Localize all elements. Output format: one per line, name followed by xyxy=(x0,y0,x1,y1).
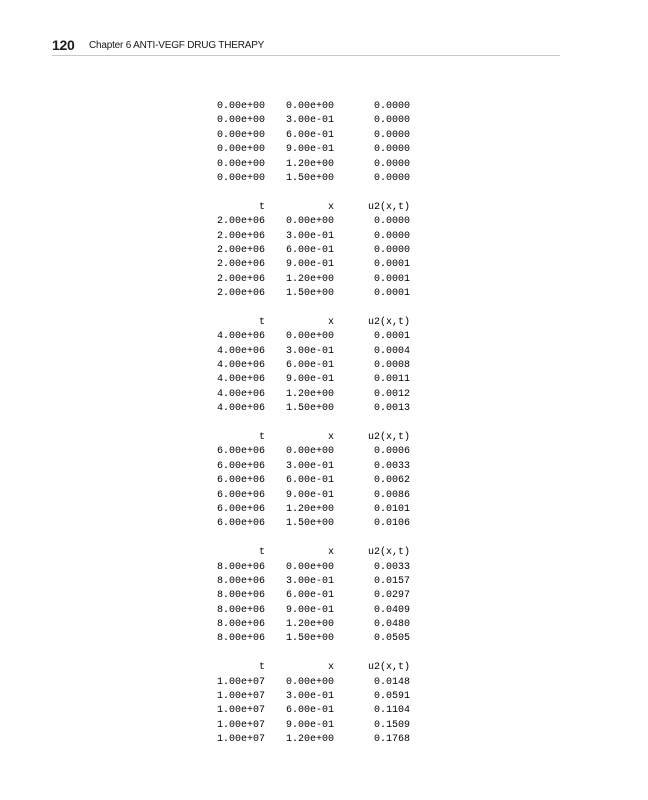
table-row xyxy=(204,172,424,186)
table-cell: 1.20e+00 xyxy=(285,273,334,285)
table-row xyxy=(204,244,424,258)
table-row xyxy=(204,230,424,244)
column-header: x xyxy=(327,316,334,328)
table-row xyxy=(204,589,424,603)
table-cell: 1.20e+00 xyxy=(285,619,334,631)
table-cell: 1.00e+07 xyxy=(216,734,265,746)
table-cell: 9.00e-01 xyxy=(285,259,334,271)
table-row xyxy=(204,273,424,287)
table-cell: 0.0012 xyxy=(373,388,410,400)
table-block xyxy=(204,201,424,302)
table-row xyxy=(204,460,424,474)
column-header: t xyxy=(258,547,265,559)
table-cell: 1.50e+00 xyxy=(285,288,334,300)
table-block xyxy=(204,316,424,417)
column-header: u2(x,t) xyxy=(367,431,410,443)
table-cell: 4.00e+06 xyxy=(216,403,265,415)
table-cell: 6.00e-01 xyxy=(285,475,334,487)
table-cell: 0.00e+00 xyxy=(285,446,334,458)
table-row xyxy=(204,733,424,747)
table-cell: 0.00e+00 xyxy=(285,676,334,688)
table-row xyxy=(204,373,424,387)
table-cell: 9.00e-01 xyxy=(285,719,334,731)
table-row xyxy=(204,287,424,301)
table-cell: 8.00e+06 xyxy=(216,575,265,587)
column-header: t xyxy=(258,662,265,674)
table-cell: 1.50e+00 xyxy=(285,172,334,184)
table-cell: 0.0086 xyxy=(373,489,410,501)
table-cell: 0.00e+00 xyxy=(216,101,265,112)
table-cell: 1.20e+00 xyxy=(285,503,334,515)
table-cell: 6.00e-01 xyxy=(285,244,334,256)
table-cell: 0.0101 xyxy=(373,503,410,515)
table-cell: 0.0013 xyxy=(373,403,410,415)
table-cell: 0.00e+00 xyxy=(216,144,265,156)
table-cell: 8.00e+06 xyxy=(216,590,265,602)
column-header: x xyxy=(327,547,334,559)
table-cell: 3.00e-01 xyxy=(285,115,334,127)
table-row xyxy=(204,561,424,575)
table-cell: 6.00e-01 xyxy=(285,590,334,602)
table-cell: 6.00e-01 xyxy=(285,705,334,717)
table-row xyxy=(204,345,424,359)
table-cell: 0.0000 xyxy=(373,172,410,184)
table-cell: 8.00e+06 xyxy=(216,604,265,616)
table-cell: 0.1104 xyxy=(373,705,410,717)
table-row xyxy=(204,330,424,344)
table-cell: 0.00e+00 xyxy=(285,561,334,573)
table-row xyxy=(204,690,424,704)
table-row xyxy=(204,704,424,718)
table-cell: 8.00e+06 xyxy=(216,619,265,631)
table-block xyxy=(204,661,424,747)
table-cell: 2.00e+06 xyxy=(216,288,265,300)
chapter-title: Chapter 6 ANTI-VEGF DRUG THERAPY xyxy=(89,40,265,51)
table-cell: 0.0000 xyxy=(373,129,410,141)
table-cell: 2.00e+06 xyxy=(216,259,265,271)
table-cell: 1.20e+00 xyxy=(285,734,334,746)
table-cell: 0.0033 xyxy=(373,561,410,573)
table-cell: 0.0062 xyxy=(373,475,410,487)
table-row xyxy=(204,143,424,157)
running-header xyxy=(52,37,560,56)
table-cell: 1.50e+00 xyxy=(285,633,334,645)
table-header-row xyxy=(204,661,424,675)
table-cell: 0.0297 xyxy=(373,590,410,602)
table-cell: 4.00e+06 xyxy=(216,374,265,386)
table-row xyxy=(204,676,424,690)
table-cell: 0.0000 xyxy=(373,101,410,112)
table-cell: 1.00e+07 xyxy=(216,705,265,717)
table-cell: 0.0000 xyxy=(373,244,410,256)
table-cell: 4.00e+06 xyxy=(216,360,265,372)
table-cell: 0.0000 xyxy=(373,216,410,228)
table-cell: 0.0006 xyxy=(373,446,410,458)
table-cell: 1.50e+00 xyxy=(285,518,334,530)
column-header: t xyxy=(258,431,265,443)
column-header: x xyxy=(327,662,334,674)
table-cell: 4.00e+06 xyxy=(216,388,265,400)
table-row xyxy=(204,114,424,128)
table-cell: 0.0106 xyxy=(373,518,410,530)
table-row xyxy=(204,503,424,517)
table-cell: 6.00e+06 xyxy=(216,518,265,530)
table-cell: 0.0000 xyxy=(373,144,410,156)
table-row xyxy=(204,445,424,459)
table-row xyxy=(204,402,424,416)
table-row xyxy=(204,618,424,632)
table-cell: 1.20e+00 xyxy=(285,388,334,400)
table-cell: 1.50e+00 xyxy=(285,403,334,415)
table-row xyxy=(204,719,424,733)
table-cell: 9.00e-01 xyxy=(285,144,334,156)
table-cell: 0.00e+00 xyxy=(216,172,265,184)
table-row xyxy=(204,474,424,488)
table-cell: 2.00e+06 xyxy=(216,273,265,285)
table-block xyxy=(204,431,424,532)
table-cell: 0.00e+00 xyxy=(216,158,265,170)
table-cell: 0.0157 xyxy=(373,575,410,587)
table-row xyxy=(204,359,424,373)
table-cell: 0.00e+00 xyxy=(285,101,334,112)
table-cell: 0.0505 xyxy=(373,633,410,645)
table-cell: 6.00e+06 xyxy=(216,446,265,458)
table-header-row xyxy=(204,431,424,445)
table-cell: 6.00e-01 xyxy=(285,360,334,372)
table-cell: 1.00e+07 xyxy=(216,719,265,731)
table-cell: 0.0480 xyxy=(373,619,410,631)
table-cell: 3.00e-01 xyxy=(285,691,334,703)
table-row xyxy=(204,258,424,272)
table-cell: 0.0004 xyxy=(373,345,410,357)
column-header: t xyxy=(258,201,265,213)
column-header: u2(x,t) xyxy=(367,316,410,328)
table-cell: 0.0001 xyxy=(373,273,410,285)
table-cell: 9.00e-01 xyxy=(285,604,334,616)
table-row xyxy=(204,100,424,114)
table-cell: 9.00e-01 xyxy=(285,374,334,386)
table-header-row xyxy=(204,546,424,560)
table-cell: 0.0148 xyxy=(373,676,410,688)
table-cell: 0.00e+00 xyxy=(216,115,265,127)
column-header: u2(x,t) xyxy=(367,201,410,213)
table-cell: 9.00e-01 xyxy=(285,489,334,501)
page-number: 120 xyxy=(52,37,75,53)
table-row xyxy=(204,129,424,143)
table-cell: 0.0001 xyxy=(373,259,410,271)
column-header: x xyxy=(327,431,334,443)
table-cell: 3.00e-01 xyxy=(285,230,334,242)
table-cell: 0.0409 xyxy=(373,604,410,616)
table-cell: 0.0033 xyxy=(373,460,410,472)
table-cell: 8.00e+06 xyxy=(216,561,265,573)
table-cell: 0.0001 xyxy=(373,288,410,300)
table-cell: 0.1509 xyxy=(373,719,410,731)
table-row xyxy=(204,604,424,618)
table-cell: 6.00e+06 xyxy=(216,503,265,515)
table-cell: 0.0008 xyxy=(373,360,410,372)
table-cell: 1.20e+00 xyxy=(285,158,334,170)
column-header: u2(x,t) xyxy=(367,547,410,559)
table-header-row xyxy=(204,201,424,215)
table-row xyxy=(204,632,424,646)
numerical-output-table xyxy=(204,100,424,762)
table-row xyxy=(204,489,424,503)
table-cell: 1.00e+07 xyxy=(216,691,265,703)
table-cell: 6.00e+06 xyxy=(216,475,265,487)
table-cell: 3.00e-01 xyxy=(285,345,334,357)
table-cell: 2.00e+06 xyxy=(216,216,265,228)
table-cell: 0.0001 xyxy=(373,331,410,343)
table-cell: 0.0000 xyxy=(373,230,410,242)
table-cell: 4.00e+06 xyxy=(216,345,265,357)
table-block xyxy=(204,546,424,647)
table-cell: 8.00e+06 xyxy=(216,633,265,645)
table-cell: 6.00e+06 xyxy=(216,489,265,501)
table-row xyxy=(204,388,424,402)
table-cell: 3.00e-01 xyxy=(285,460,334,472)
table-cell: 6.00e+06 xyxy=(216,460,265,472)
table-cell: 0.00e+00 xyxy=(216,129,265,141)
table-row xyxy=(204,575,424,589)
table-row xyxy=(204,158,424,172)
table-row xyxy=(204,517,424,531)
table-cell: 1.00e+07 xyxy=(216,676,265,688)
table-row xyxy=(204,215,424,229)
table-cell: 0.0000 xyxy=(373,115,410,127)
table-cell: 6.00e-01 xyxy=(285,129,334,141)
table-cell: 0.0011 xyxy=(373,374,410,386)
column-header: u2(x,t) xyxy=(367,662,410,674)
column-header: t xyxy=(258,316,265,328)
table-cell: 0.0591 xyxy=(373,691,410,703)
table-cell: 2.00e+06 xyxy=(216,230,265,242)
table-cell: 0.00e+00 xyxy=(285,216,334,228)
table-cell: 0.00e+00 xyxy=(285,331,334,343)
table-block xyxy=(204,100,424,186)
table-header-row xyxy=(204,316,424,330)
table-cell: 0.0000 xyxy=(373,158,410,170)
table-cell: 2.00e+06 xyxy=(216,244,265,256)
table-cell: 4.00e+06 xyxy=(216,331,265,343)
table-cell: 3.00e-01 xyxy=(285,575,334,587)
column-header: x xyxy=(327,201,334,213)
table-cell: 0.1768 xyxy=(373,734,410,746)
